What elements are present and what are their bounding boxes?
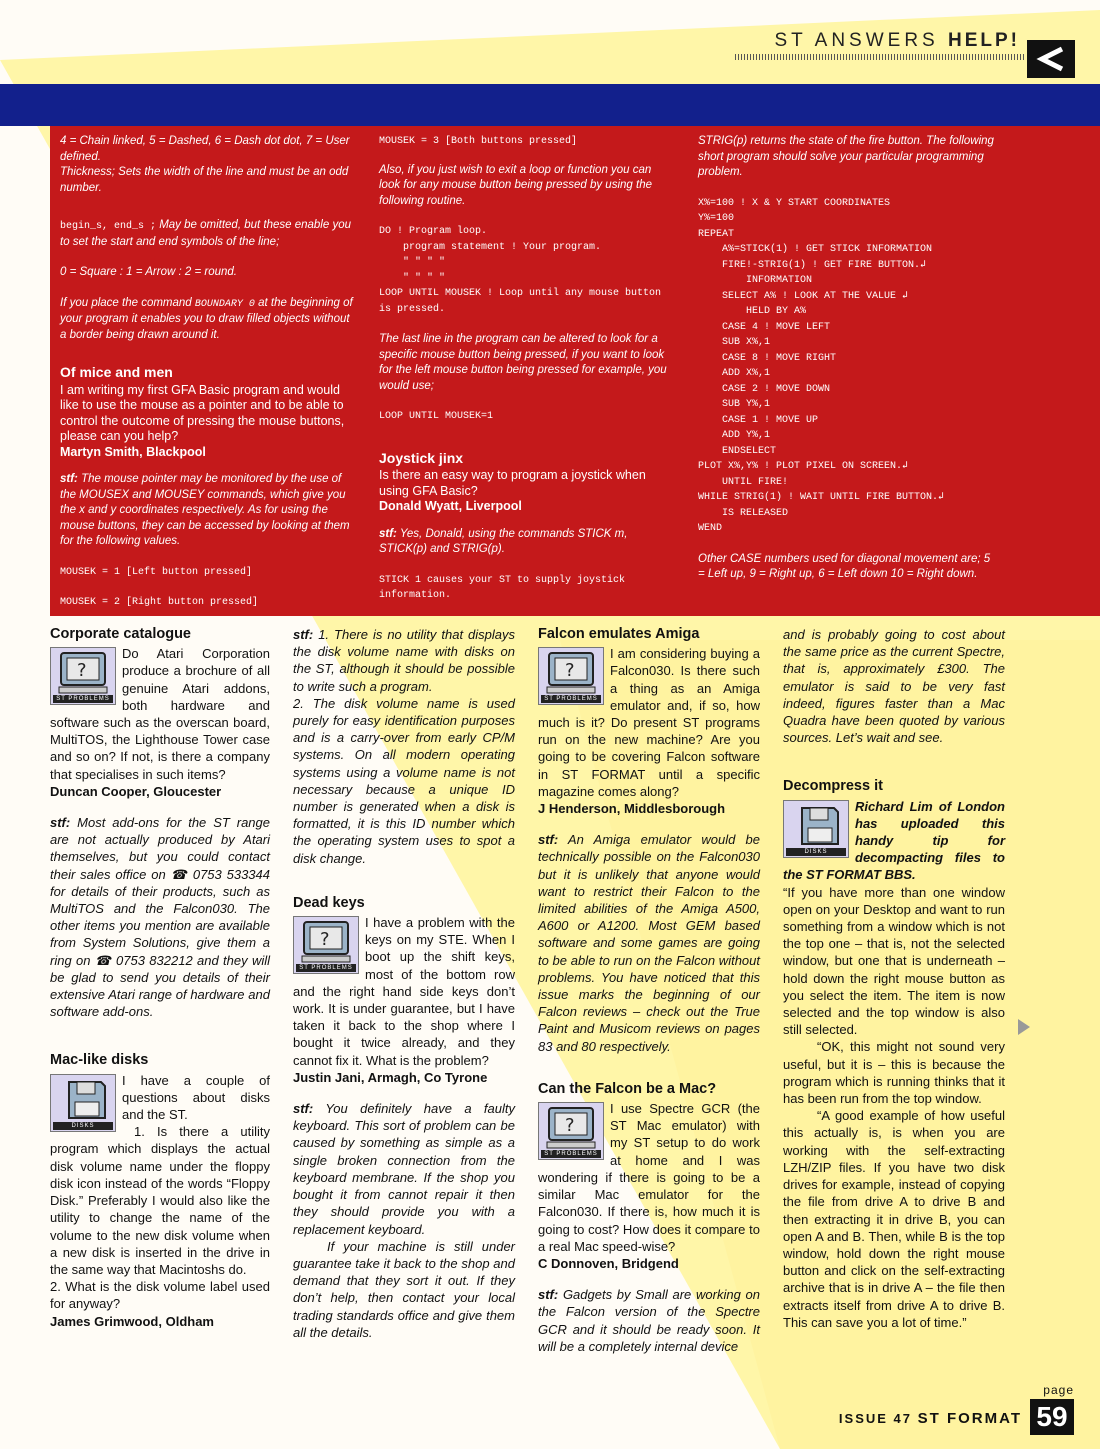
answer-corporate: Most add-ons for the ST range are not actually produced by Atari themselves, but you could contact their sales office on ☎ 0753 533344 for details of their products, such as MultiTOS and the Falcon030. The other items you mention are available from System Solutions, give them a ring on ☎ 0753 832212 and they will be glad to send you details of their extensive Atari range of hardware and software add-ons. [50,815,270,1020]
stf-label: stf: [293,1101,314,1117]
heading-corporate: Corporate catalogue [50,626,191,642]
page-label: page [1043,1383,1074,1397]
diagonal-text: Other CASE numbers used for diagonal movement are; 5 = Left up, 9 = Right up, 6 = Left down 10 = Right down. [698,552,991,580]
question-corporate: Do Atari Corporation produce a brochure of all genuine Atari addons, both hardware and software such as the overscan board, MultiTOS, the Lighthouse Tower case and so on? If not, is there a company that specialises in such items? [50,646,270,782]
heading-decompress: Decompress it [783,778,883,795]
blue-banner [0,84,1100,126]
st-problems-icon [50,647,116,705]
stf-label: stf: [538,832,559,848]
code-inline: begin_s, end_s ; [60,221,157,232]
begin-end-text: May be omitted, but these enable you to set the start and end symbols of the line; [60,219,351,248]
question-falcon-amiga: I am considering buying a Falcon030. Is there such a thing as an Amiga emulator and, if so, how much is it? Do present ST programs run on the new machine? Are you going to be covering Falcon software in ST FORMAT until a specific magazine comes along? [538,646,760,799]
signature-falcon-mac: C Donnoven, Bridgend [538,1255,679,1271]
question-disks-1: 1. Is there a utility program which displays the actual disk volume name under the floppy disk icon instead of the words “Floppy Disk.” Preferably I would also like the utility to change the name of the volume to the new disk volume when a new disk is inserted in the drive in the same way that Macintoshs do. [50,1124,270,1277]
question-dead-keys: I have a problem with the keys on my STE. When I boot up the shift keys, most of the bottom row and the right hand side keys don’t work. It is under guarantee, but I have taken it back to the shop where I bought it twice already, and they cannot fix it. What is the problem? [293,915,515,1068]
code-line: MOUSEK = 1 [Left button pressed] [60,566,253,578]
joystick-code-block: X%=100 ! X & Y START COORDINATES Y%=100 REPEAT A%=STICK(1) ! GET STICK INFORMATION FIRE!-STRIG(1) ! GET FIRE BUTTON.↲ INFORMATION SELECT A% ! LOOK AT THE VALUE ↲ HELD BY A% CASE 4 ! MOVE LEFT SUB X%,1 CASE 8 ! MOVE RIGHT ADD X%,1 CASE 2 ! MOVE DOWN SUB Y%,1 CASE 1 ! MOVE UP ADD Y%,1 ENDSELECT PLOT X%,Y% ! PLOT PIXEL ON SCREEN.↲ UNTIL FIRE! WHILE STRIG(1) ! WAIT UNTIL FIRE BUTTON.↲ IS RELEASED WEND [698,197,945,534]
tip-paragraph-2: “OK, this might not sound very useful, but it is – this is because the program which is running thinks that it has been run from the top window. [783,1039,1005,1107]
magazine-name: ST FORMAT [917,1410,1022,1427]
stick-text: STICK 1 causes your ST to supply joystick information. [379,574,626,601]
stf-label: stf: [293,627,314,642]
svg-text:?: ? [320,929,330,951]
icon-label: ST PROBLEMS [541,1150,601,1158]
question-mice: I am writing my first GFA Basic program and would like to use the mouse as a pointer and to be able to control the outcome of pressing the mouse buttons, please can you help? [60,382,345,443]
icon-label: ST PROBLEMS [296,964,356,972]
header-rule [735,54,1025,60]
code-block: DO ! Program loop. program statement ! Your program. " " " " " " " " LOOP UNTIL MOUSEK ! Loop until any mouse button is pressed. [379,226,662,315]
st-problems-icon [538,647,604,705]
question-disks-2: 2. What is the disk volume label used for anyway? [50,1279,270,1312]
st-problems-icon [293,916,359,974]
tip-paragraph-1: “If you have more than one window open on your Desktop and want to run something from a window which is not the top one – that is, not the selected window, but one that is underneath – hold down the right mouse button as you select the item. The item is now selected and the top window is also still selected. [783,884,1005,1038]
issue-number: ISSUE 47 [838,1411,912,1426]
heading-mac-disks: Mac-like disks [50,1052,149,1069]
section-header [774,30,1020,52]
answer-disks-2: 2. The disk volume name is used purely for easy identification purposes and is a carry-over from early CP/M systems. On all modern operating systems using a volume name is not necessary because a unique ID number is generated when a disk is formatted, it is this ID number which the operating system uses to spot a disk change. [293,695,515,866]
icon-label: DISKS [53,1122,113,1130]
red-column-2 [379,134,675,619]
question-joystick: Is there an easy way to program a joystick when using GFA Basic? [379,468,646,498]
heading-falcon-mac: Can the Falcon be a Mac? [538,1080,717,1097]
red-column-3 [698,134,994,598]
code-inline: BOUNDARY 0 [194,298,255,310]
icon-label: ST PROBLEMS [53,695,113,703]
signature-joystick: Donald Wyatt, Liverpool [379,499,522,513]
last-line-text: The last line in the program can be altered to look for a specific mouse button being pressed, if you want to look for the left mouse button being pressed for example, you would use; [379,333,667,392]
signature-falcon-amiga: J Henderson, Middlesborough [538,801,726,817]
page-number: 59 [1030,1399,1074,1435]
svg-text:?: ? [77,660,87,682]
continue-arrow-icon [1018,1019,1030,1035]
answer-disks-1: 1. There is no utility that displays the disk volume name with disks on the ST, although it should be possible to write such a program. [293,627,515,694]
code-line: LOOP UNTIL MOUSEK=1 [379,411,494,422]
line-style-text: 4 = Chain linked, 5 = Dashed, 6 = Dash dot dot, 7 = User defined. [60,135,350,163]
answer-falcon-mac-cont: and is probably going to cost about the same price as the current Spectre, that is, approximately £300. The emulator is said to be very fast indeed, figures faster than a Mac Quadra have been quoted by various sources. Let’s wait and see. [783,627,1005,746]
heading-falcon-amiga: Falcon emulates Amiga [538,626,700,642]
stf-label: stf: [538,1287,559,1303]
signature-mice: Martyn Smith, Blackpool [60,444,206,459]
footer-issue [839,1410,1022,1427]
signature-dead-keys: Justin Jani, Armagh, Co Tyrone [293,1069,488,1085]
question-disks-intro: I have a couple of questions about disks and the ST. [122,1072,270,1123]
column-4 [783,626,1005,1343]
code-line: MOUSEK = 3 [Both buttons pressed] [379,136,578,147]
heading-mice: Of mice and men [60,364,173,380]
intro-decompress: Richard Lim of London has uploaded this handy tip for decompacting files to the ST FORMAT BBS. [783,798,1005,883]
signature-disks: James Grimwood, Oldham [50,1313,214,1329]
answer-joystick: Yes, Donald, using the commands STICK m, STICK(p) and STRIG(p). [379,527,628,555]
red-column-1 [60,134,354,626]
code-line: MOUSEK = 2 [Right button pressed] [60,597,259,608]
answer-falcon-mac: Gadgets by Small are working on the Falcon version of the Spectre GCR and it should be ready soon. It will be a completely internal device [538,1287,760,1354]
boundary-text-b: at the beginning of your program it enables you to draw filled objects without a border being drawn around it. [60,296,353,341]
column-2 [293,626,515,1353]
column-1 [50,626,270,1344]
svg-text:?: ? [565,660,575,682]
strig-text: STRIG(p) returns the state of the fire button. The following short program should solve your particular programming problem. [698,135,994,178]
loop-intro-text: Also, if you just wish to exit a loop or function you can look for any mouse button being pressed by using the following routine. [379,163,652,207]
back-arrow-icon[interactable] [1027,40,1075,78]
icon-label: DISKS [786,848,846,856]
svg-text:?: ? [565,1115,575,1137]
section-tag: HELP! [948,30,1020,51]
boundary-text-a: If you place the command [60,296,195,309]
answer-dead-keys-2: If your machine is still under guarantee take it back to the shop and demand that they sort it out. If they don’t help, then contact your local trading standards office and give them all the details. [293,1238,515,1340]
st-problems-icon [538,1102,604,1160]
disks-icon [783,800,849,858]
signature-corporate: Duncan Cooper, Gloucester [50,783,222,799]
thickness-text: Thickness; Sets the width of the line and must be an odd number. [60,166,349,194]
arrow-values-text: 0 = Square : 1 = Arrow : 2 = round. [60,266,237,278]
column-3 [538,626,760,1367]
icon-label: ST PROBLEMS [541,695,601,703]
section-title: ST ANSWERS [774,30,939,51]
stf-label: stf: [379,527,397,540]
tip-paragraph-3: “A good example of how useful this actually is, is when you are working with the self-extracting LZH/ZIP files. If you have two disk drives for example, instead of copying the file from drive A to drive B and then extracting it in drive B, you can open A and B. Then, while B is the top window, hold down the right mouse button and click on the self-extracting archive that is in drive A – the file then extracts itself from drive A to drive B. This can save you a lot of time.” [783,1108,1005,1330]
stf-label: stf: [50,815,71,831]
heading-joystick: Joystick jinx [379,449,464,466]
answer-falcon-amiga: An Amiga emulator would be technically possible on the Falcon030 but it is unlikely that anyone would want to restrict their Falcon to the limited abilities of the Amiga A500, A600 or A1200. Most GEM based software and some games are going to be able to run on the Falcon without problems. You have noticed that this issue marks the beginning of our Falcon reviews – check out the True Paint and Musicom reviews on pages 83 and 80 respectively. [538,832,760,1054]
question-falcon-mac: I use Spectre GCR (the ST Mac emulator) with my ST setup to do work at home and I was wondering if there is going to be a similar Mac emulator for the Falcon030. If there is, how much it is going to cost? How does it compare to a real Mac speed-wise? [538,1101,760,1254]
answer-dead-keys: You definitely have a faulty keyboard. This sort of problem can be caused by something as simple as a single broken connection from the keyboard membrane. If the shop you bought it from cannot repair it then they should provide you with a replacement keyboard. [293,1101,515,1237]
stf-label: stf: [60,473,78,485]
answer-mice: The mouse pointer may be monitored by the use of the MOUSEX and MOUSEY commands, which give you the x and y coordinates respectively. As for using the mouse buttons, they can be accessed by looking at them for the following values. [60,473,350,547]
heading-dead-keys: Dead keys [293,894,365,911]
disks-icon [50,1074,116,1132]
